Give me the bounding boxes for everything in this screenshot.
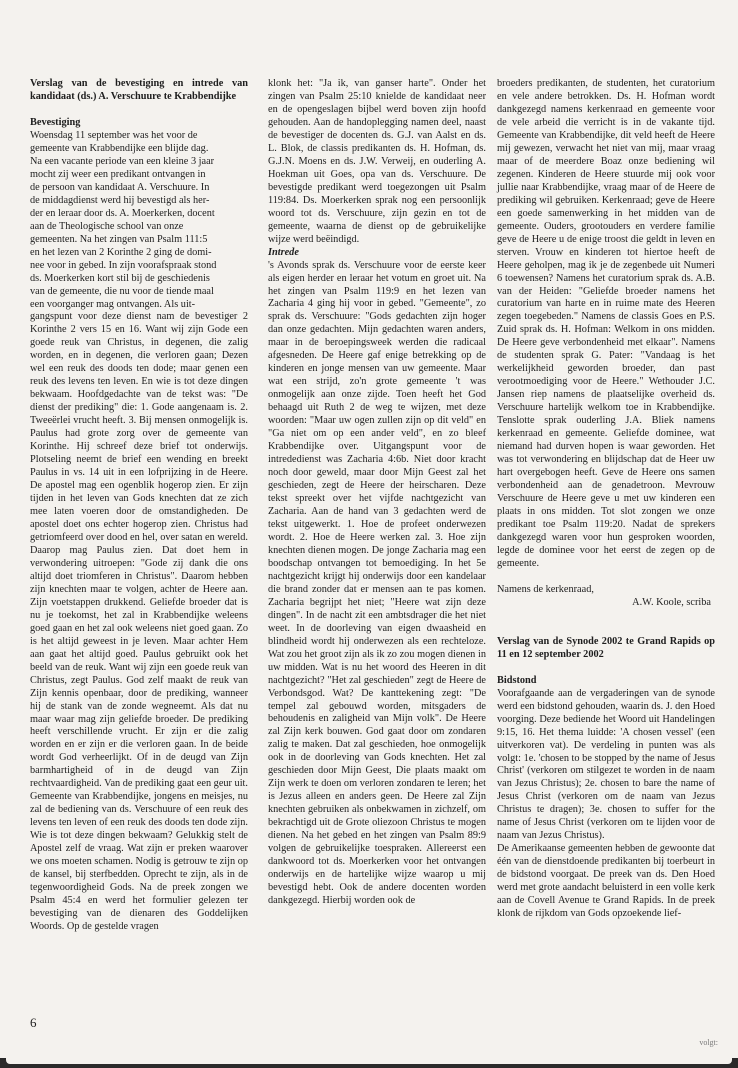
closing-line: Namens de kerkenraad, — [497, 583, 594, 595]
paragraph-body: 's Avonds sprak ds. Verschuure voor de eerste keer als eigen herder en leraar het votum en groet uit. Na het zingen van Psalm 119:9 en het lezen van Zacharia 4 ging hij voor in gebed. "Gemeente", zo sprak ds. Verschuure: "Gods gedachten zijn hoger dan onze gedachten. Mijn gedachten waren anders, maar in de beroepingsweek werden die radicaal afgesneden. De Heere gaf enige betrekking op de kinderen en jonge mensen van uw gemeente. Maar wat een strijd, zo'n grote gemeente 't was onmogelijk aan onze zijde. Toen heeft het God behaagd uit Ruth 2 de weg te wijzen, met deze woorden: "Maar uw ogen zullen zijn op dit veld" en "Ga niet om op een ander veld", en zo bleef Krabbendijke over. Uitgangspunt voor de intrededienst was Zacharia 4:6b. Niet door kracht noch door geweld, maar door Mijn Geest zal het geschieden, zegt de Heere der heirscharen. Deze tekst spreekt over het vijfde nachtgezicht van Zacharia. Aan de hand van 3 gedachten werd de tekst uitgewerkt. 1. Hoe de profeet onderwezen wordt. 2. Hoe de Heere werken zal. 3. Hoe zijn knechten dienen mogen. De jonge Zacharia mag een boodschap ontvangen tot bemoediging. In het 5e nachtgezicht krijgt hij onderwijs door een kandelaar die brand zonder dat er mensen aan te pas komen. Zacharia begrijpt het niet; "Heere wat zijn deze dingen". In de nacht zit een ambtsdrager die het niet weet. In de doorleving van eigen dwaasheid en blindheid wordt hij onderwezen als een rechteloze. Wat zou het groot zijn als ik zo zou mogen dienen in uw midden. Wat is nu het woord des Heeren in dit nachtgezicht? "Het zal geschieden" zegt de Heere de Verbondsgod. Wat? De kanttekening zegt: "De tempel zal gebouwd worden, mitsgaders de behoudenis en zaligheid van Mijn volk". De Heere zal Zijn kerk bouwen. God gaat door om zondaren zalig te maken. Dat zal geschieden, hoe onmogelijk ook in de doorleving van Gods knechten. Het zal geschieden door Mijn Geest, Die plaats maakt om Zijn werk te doen om verloren zondaren te leren; het is Jezus alleen en anders geen. De Heere zal Zijn knechten gebruiken als onbekwamen in zichzelf, om bekrachtigd uit de Grote oliezoon Christus te mogen dienen. Na het gebed en het zingen van Psalm 89:9 volgen de gebruikelijke toespraken. Allereerst een dankwoord tot ds. Moerkerken voor het ontvangen onderwijs en de hartelijke wijze waarop u mij bevestigd hebt. Ook de andere docenten worden dankgezegd. Hierbij worden ook de — [268, 259, 486, 907]
paragraph-line: gemeente van Krabbendijke een blijde dag. — [30, 142, 209, 154]
column-middle — [268, 78, 486, 908]
paragraph-line: van de gemeente, die nu voor de tiende maal — [30, 285, 214, 297]
column-right — [497, 78, 715, 921]
paragraph-body: gangspunt voor deze dienst nam de bevestiger 2 Korinthe 2 vers 15 en 16. Want wij zijn Gode een goede reuk van Christus, in degenen, die zalig worden, en in degenen, die verloren gaan; Dezen wel een reuk des doods ten dode; maar genen een reuk des levens ten leven. En wie is tot deze dingen bekwaam. Hoofdgedachte van de tekst was: "De dienst der prediking" die: 1. Gode aangenaam is. 2. Tweeërlei vrucht heeft. 3. Bij mensen onmogelijk is. Paulus had grote zorg over de gemeente van Korinthe. Hij schreef deze brief tot onderwijs. Plotseling neemt de brief een wending en breekt Paulus in vs. 14 uit in een lofprijzing in de Heere. De apostel mag een ogenblik hogerop zien. Er zijn tijden in het leven van Gods knechten dat ze zich mee laten voeren door de omstandigheden. De apostel doet ons echter hogerop zien. Christus had getriomfeerd over dood en hel, over satan en wereld. Daarop mag Paulus zien. Dat doet hem in verwondering uitroepen: "Gode zij dank die ons altijd doet triomferen in Christus". Daarom hebben zijn knechten maar te volgen, achter de Heere aan. Zijn voetstappen drukkend. Geliefde broeder dat is nu je toekomst, het zal in Krabbendijke weleens goed gaan en het zal ook weleens niet goed gaan. Zo is het altijd geweest in je leven. Maar achter Hem aan gaat het altijd goed. Paulus gebruikt ook het beeld van de reuk. Want wij zijn een goede reuk van Christus, zegt Paulus. God zelf maakt de reuk van Zijn kennis openbaar, door de prediking, wanneer hij de stank van de zonde wegneemt. Als dat nu maar waar mag zijn geliefde broeder. De prediking heeft verschillende vrucht. Er zijn er die zalig worden en er zijn er die verloren gaan. In de beide wordt God verheerlijkt. Of in de deugd van Zijn barmhartigheid of in de deugd van Zijn rechtvaardigheid. Van de prediking gaat een geur uit. Gemeente van Krabbendijke, jongens en meisjes, nu zal de bediening van ds. Verschuure of een reuk des levens ten leven of een reuk des doods ten dode zijn. Wie is tot deze dingen bekwaam? Gelukkig stelt de Apostel zelf de vraag. Wat zijn er preken waarover we ons moeten schamen. Nodig is getrouw te zijn op de kansel, bij sterfbedden. Oprecht te zijn, als in de tegenwoordigheid Gods. Na de preek zongen we Psalm 45:4 en werd het formulier gelezen ter bevestiging van de dienaren des Goddelijken Woords. Op de gestelde vragen — [30, 311, 248, 932]
column-left — [30, 78, 248, 934]
scan-edge-inner — [6, 1058, 732, 1064]
article-title-bevestiging: Verslag van de bevestiging en intrede van kandidaat (ds.) A. Verschuure te Krabbendijke — [30, 78, 248, 102]
paragraph-body: De Amerikaanse gemeenten hebben de gewoonte dat één van de dienstdoende predikanten bij toerbeurt in de bidstond voorgaat. De preek van ds. Den Hoed werd met grote aandacht beluisterd in een volle kerk aan de Covell Avenue te Grand Rapids. In de preek klonk de rijkdom van Gods opzoekende lief- — [497, 843, 715, 920]
article-title-synode: Verslag van de Synode 2002 te Grand Rapids op 11 en 12 september 2002 — [497, 635, 715, 660]
section-heading-bidstond: Bidstond — [497, 674, 537, 686]
paragraph-line: de middagdienst werd hij bevestigd als her- — [30, 194, 210, 206]
paragraph-line: aan de Theologische school van onze — [30, 220, 184, 232]
paragraph-line: gemeenten. Na het zingen van Psalm 111:5 — [30, 233, 208, 245]
paragraph-line: Woensdag 11 september was het voor de — [30, 129, 198, 141]
paragraph-line: Na een vacante periode van een kleine 3 jaar — [30, 155, 215, 167]
paragraph-body: broeders predikanten, de studenten, het curatorium en vele andere betrokken. Ds. H. Hofman wordt dankgezegd namens kerkenraad en gemeente voor de vele arbeid die verricht is in de vakante tijd. Gemeente van Krabbendijke, dit veld heeft de Heere mij gewezen, verwacht het niet van mij, maar vraag maar of de meerdere Boaz onze bediening wil zegenen. Kinderen de Heere stuurde mij ook voor jullie naar Krabbendijke, vraag maar of de Heere de prediking wil gebruiken. Kerkenraad; geve de Heere een goede samenwerking in het midden van de gemeente. Ouders, grootouders en verdere familie geve de Heere u de enige troost die geldt in leven en sterven. Vrouw en kinderen tot hiertoe heeft de Heere geholpen, mag ik je de zegenbede uit Numeri 6 toewensen? Namens het curatorium sprak ds. A.B. van der Heiden: "Geliefde broeder namens het curatorium van harte en in ruime mate des Heeren zegen toegebeden." Namens de classis Goes en P.S. Zuid sprak ds. H. Hofman: Welkom in ons midden. De Heere geve verbondenheid met elkaar". Namens de studenten sprak G. Pater: "Vandaag is het werkelijkheid geworden broeder, dan past verootmoediging voor de Heere." Wethouder J.C. Jansen riep namens de plaatselijke overheid ds. Verschuure hartelijk welkom toe in Krabbendijke. Tenslotte sprak ouderling J.A. Bliek namens kerkenraad en gemeente. Geliefde dominee, wat niemand had durven hopen is waar geworden. Het was tot verwondering en blijdschap dat de Heer uw hart overgebogen heeft. Geve de Heere ons samen verbondenheid aan de genadetroon. Mevrouw Verschuure de Heere geve u met uw kinderen een plaats in ons midden. Tot slot zongen we onze predikant toe Psalm 119:20. Nadat de sprekers dankgezegd waren voor hun gesproken woorden, legde de dominee voor het eerst de zegen op de gemeente. — [497, 78, 715, 569]
paragraph-line: der en leraar door ds. A. Moerkerken, docent — [30, 207, 215, 219]
paragraph-body: klonk het: "Ja ik, van ganser harte". Onder het zingen van Psalm 25:10 knielde de kandidaat neer en de opengeslagen bijbel werd boven zijn hoofd gehouden. Aan de handoplegging namen deel, naast de bevestiger de docenten ds. G.J. van Aalst en ds. L. Blok, de classis predikanten ds. H. Hofman, ds. G.J.N. Moens en ds. J.W. Verweij, en ouderling A. Hoekman uit Goes, opa van ds. Verschuure. De bevestigde predikant werd toegezongen uit Psalm 119:84. Ds. Moerkerken sprak nog een persoonlijk woord tot ds. Verschuure, zijn gezin en tot de gemeente, waarna de dienst op de gebruikelijke wijze werd beëindigd. — [268, 78, 486, 245]
section-heading-intrede: Intrede — [268, 246, 299, 258]
paragraph-body: Voorafgaande aan de vergaderingen van de synode werd een bidstond gehouden, waarin ds. J. den Hoed voorging. Deze bediende het Woord uit Handelingen 9:15, 16. Het thema luidde: 'A chosen vessel' (een uitverkoren vat). De verdeling in punten was als volgt: 1e. 'chosen to be stopped by the name of Jesus Christ' (verkoren om stilgezet te worden in de naam van Jezus Christus); 2e. chosen to bare the name of Jesus Christ (verkoren om de naam van Jezus Christus te dragen); 3e. chosen to suffer for the name of Jesus Christ (verkoren om te lijden voor de naam van Jezus Christus). — [497, 687, 715, 842]
section-heading-bevestiging: Bevestiging — [30, 116, 81, 128]
continued-mark: volgt: — [699, 1038, 718, 1047]
signature: A.W. Koole, scriba — [632, 596, 711, 608]
paragraph-line: een voorganger mag ontvangen. Als uit- — [30, 298, 196, 310]
paragraph-line: nee voor in gebed. In zijn voorafspraak stond — [30, 259, 217, 271]
paragraph-line: ds. Moerkerken kort stil bij de geschiedenis — [30, 272, 210, 284]
paragraph-line: mocht zij weer een predikant ontvangen in — [30, 168, 206, 180]
page-number: 6 — [30, 1015, 37, 1030]
paragraph-line: de persoon van kandidaat A. Verschuure. In — [30, 181, 210, 193]
paragraph-line: en het lezen van 2 Korinthe 2 ging de domi- — [30, 246, 212, 258]
